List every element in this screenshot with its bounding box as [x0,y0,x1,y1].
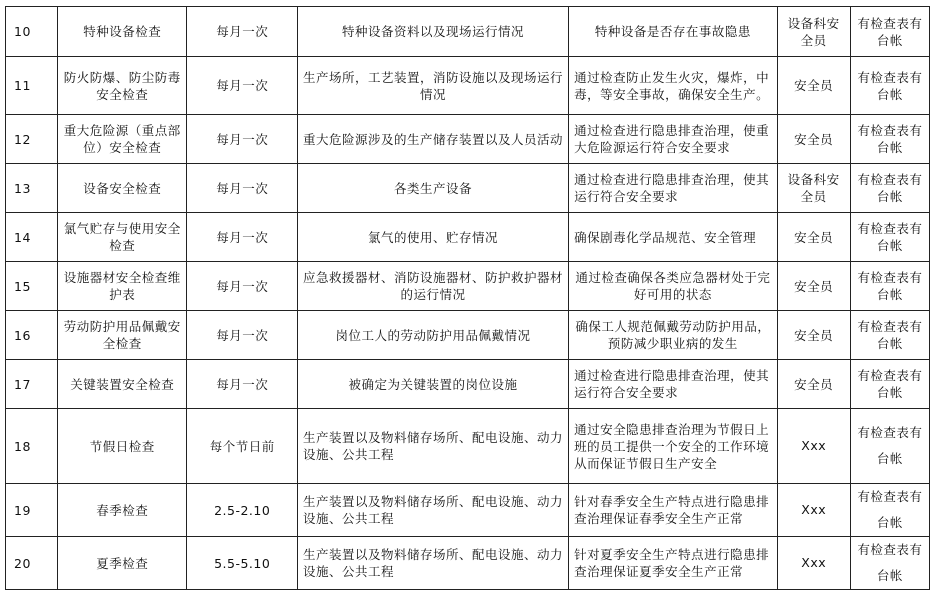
inspection-name: 设施器材安全检查维护表 [58,262,187,311]
table-row [6,484,930,537]
record-type: 有检查表有台帐 [850,360,929,409]
row-number: 20 [6,537,58,590]
record-type: 有检查表有台帐 [850,409,929,484]
row-number: 16 [6,311,58,360]
inspection-name: 劳动防护用品佩戴安全检查 [58,311,187,360]
inspection-goal: 特种设备是否存在事故隐患 [569,7,778,57]
inspection-scope: 岗位工人的劳动防护用品佩戴情况 [297,311,568,360]
responsible-person: Xxx [777,484,850,537]
table-row [6,409,930,484]
responsible-person: 安全员 [777,360,850,409]
inspection-frequency: 2.5-2.10 [187,484,298,537]
inspection-goal: 通过检查进行隐患排查治理，使重大危险源运行符合安全要求 [569,115,778,164]
table-row [6,537,930,590]
table-row [6,57,930,115]
inspection-goal: 针对夏季安全生产特点进行隐患排查治理保证夏季安全生产正常 [569,537,778,590]
row-number: 11 [6,57,58,115]
inspection-table [5,6,930,590]
responsible-person: 设备科安全员 [777,164,850,213]
inspection-goal: 确保剧毒化学品规范、安全管理 [569,213,778,262]
record-type: 有检查表有台帐 [850,164,929,213]
inspection-goal: 通过检查进行隐患排查治理，使其运行符合安全要求 [569,360,778,409]
inspection-frequency: 5.5-5.10 [187,537,298,590]
inspection-name: 重大危险源（重点部位）安全检查 [58,115,187,164]
record-type: 有检查表有台帐 [850,484,929,537]
responsible-person: 设备科安全员 [777,7,850,57]
row-number: 15 [6,262,58,311]
inspection-name: 特种设备检查 [58,7,187,57]
inspection-scope: 重大危险源涉及的生产储存装置以及人员活动 [297,115,568,164]
inspection-scope: 氯气的使用、贮存情况 [297,213,568,262]
table-row [6,115,930,164]
record-type: 有检查表有台帐 [850,311,929,360]
row-number: 19 [6,484,58,537]
table-row [6,360,930,409]
inspection-scope: 各类生产设备 [297,164,568,213]
row-number: 17 [6,360,58,409]
inspection-frequency: 每月一次 [187,57,298,115]
row-number: 10 [6,7,58,57]
inspection-frequency: 每月一次 [187,115,298,164]
inspection-goal: 通过检查防止发生火灾，爆炸，中毒，等安全事故，确保安全生产。 [569,57,778,115]
inspection-frequency: 每月一次 [187,7,298,57]
record-type: 有检查表有台帐 [850,213,929,262]
inspection-scope: 特种设备资料以及现场运行情况 [297,7,568,57]
inspection-scope: 生产装置以及物料储存场所、配电设施、动力设施、公共工程 [297,409,568,484]
record-type: 有检查表有台帐 [850,57,929,115]
row-number: 18 [6,409,58,484]
row-number: 14 [6,213,58,262]
table-row [6,213,930,262]
inspection-frequency: 每月一次 [187,311,298,360]
inspection-name: 春季检查 [58,484,187,537]
record-type: 有检查表有台帐 [850,537,929,590]
inspection-goal: 通过检查确保各类应急器材处于完好可用的状态 [569,262,778,311]
record-type: 有检查表有台帐 [850,115,929,164]
inspection-scope: 生产场所，工艺装置，消防设施以及现场运行情况 [297,57,568,115]
responsible-person: Xxx [777,537,850,590]
record-type: 有检查表有台帐 [850,7,929,57]
responsible-person: 安全员 [777,57,850,115]
inspection-goal: 通过安全隐患排查治理为节假日上班的员工提供一个安全的工作环境从而保证节假日生产安全 [569,409,778,484]
inspection-name: 节假日检查 [58,409,187,484]
table-row [6,262,930,311]
inspection-frequency: 每月一次 [187,164,298,213]
row-number: 12 [6,115,58,164]
inspection-goal: 确保工人规范佩戴劳动防护用品，预防减少职业病的发生 [569,311,778,360]
inspection-scope: 应急救援器材、消防设施器材、防护救护器材的运行情况 [297,262,568,311]
inspection-frequency: 每个节日前 [187,409,298,484]
inspection-goal: 通过检查进行隐患排查治理，使其运行符合安全要求 [569,164,778,213]
inspection-name: 设备安全检查 [58,164,187,213]
inspection-name: 夏季检查 [58,537,187,590]
inspection-goal: 针对春季安全生产特点进行隐患排查治理保证春季安全生产正常 [569,484,778,537]
inspection-frequency: 每月一次 [187,262,298,311]
row-number: 13 [6,164,58,213]
responsible-person: 安全员 [777,262,850,311]
responsible-person: Xxx [777,409,850,484]
inspection-name: 关键装置安全检查 [58,360,187,409]
table-row [6,164,930,213]
inspection-name: 氯气贮存与使用安全检查 [58,213,187,262]
inspection-frequency: 每月一次 [187,213,298,262]
table-row [6,311,930,360]
responsible-person: 安全员 [777,311,850,360]
inspection-frequency: 每月一次 [187,360,298,409]
responsible-person: 安全员 [777,213,850,262]
inspection-scope: 生产装置以及物料储存场所、配电设施、动力设施、公共工程 [297,484,568,537]
responsible-person: 安全员 [777,115,850,164]
inspection-scope: 被确定为关键装置的岗位设施 [297,360,568,409]
record-type: 有检查表有台帐 [850,262,929,311]
inspection-scope: 生产装置以及物料储存场所、配电设施、动力设施、公共工程 [297,537,568,590]
inspection-name: 防火防爆、防尘防毒安全检查 [58,57,187,115]
table-row [6,7,930,57]
